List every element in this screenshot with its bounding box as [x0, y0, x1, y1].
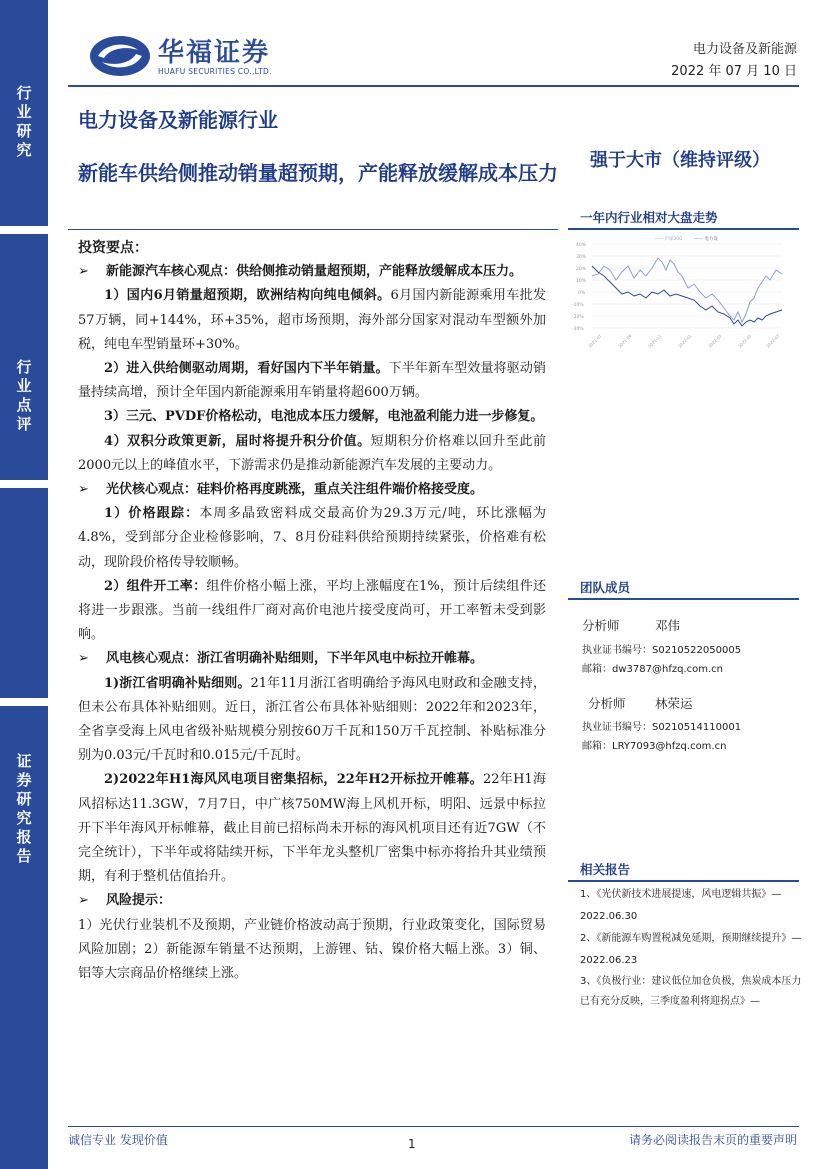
bullet-icon: ➢	[78, 893, 89, 909]
analyst-role: 分析师	[582, 618, 620, 633]
related-reports-list	[580, 884, 802, 1012]
footer-slogan: 诚信专业 发现价值	[68, 1133, 168, 1147]
paragraph: 2)2022年H1海风风电项目密集招标，22年H2开标拉开帷幕。22年H1海风招标达11.3GW，7月7日，中广核750MW海上风机开标，明阳、远景中标拉开下半年海风开标帷幕，截止目前已招标尚未开标的海风机项目还有近7GW（不完全统计），下半年或将陆续开标，下半年龙头整机厂密集中标亦将抬升其业绩预期，有利于整机估值抬升。	[78, 772, 546, 885]
svg-text:2021-09: 2021-09	[617, 333, 633, 349]
sidebar-separator	[0, 480, 48, 488]
svg-text:30%: 30%	[576, 255, 587, 260]
paragraph: ➢ 新能源汽车核心观点：供给侧推动销量超预期，产能释放缓解成本压力。	[78, 260, 546, 284]
paragraph: 1）光伏行业装机不及预期，产业链价格波动高于预期，行业政策变化，国际贸易风险加剧；2）新能源车销量不达预期，上游锂、钴、镍价格大幅上涨。3）铜、铝等大宗商品价格继续上涨。	[78, 917, 546, 982]
svg-text:2022-05: 2022-05	[737, 333, 753, 349]
header-divider	[68, 85, 799, 87]
svg-text:2022-01: 2022-01	[677, 333, 693, 349]
right-divider	[568, 228, 799, 230]
svg-text:2021-07: 2021-07	[587, 333, 603, 349]
bullet-icon: ➢	[78, 651, 89, 667]
paragraph: 1）国内6月销量超预期，欧洲结构向纯电倾斜。6月国内新能源乘用车批发57万辆，同+144%，环+35%，超市场预期，海外部分国家对混动车型额外加税，纯电车型销量环+30%。	[78, 288, 546, 352]
report-headline: 新能车供给侧推动销量超预期，产能释放缓解成本压力	[78, 161, 558, 185]
main-body	[78, 236, 546, 986]
paragraph: ➢ 风险提示：	[78, 889, 546, 913]
paragraph: 3）三元、PVDF价格松动，电池成本压力缓解，电池盈利能力进一步修复。	[104, 409, 544, 425]
related-report-date: 2022.06.30	[580, 911, 638, 922]
svg-text:2022-07: 2022-07	[765, 333, 781, 349]
chart-line-industry	[592, 258, 782, 322]
page-number: 1	[408, 1137, 416, 1151]
sidebar-label-industry-review: 行 业 点 评	[16, 358, 32, 433]
paragraph: 4）双积分政策更新，届时将提升积分价值。短期积分价格难以回升至此前2000元以上的峰值水平，下游需求仍是推动新能源汽车发展的主要动力。	[78, 433, 546, 473]
paragraph: 2）组件开工率：组件价格小幅上涨，平均上涨幅度在1%，预计后续组件还将进一步跟涨。当前一线组件厂商对高价电池片接受度尚可，开工率暂未受到影响。	[78, 578, 547, 643]
left-sidebar	[0, 0, 48, 1169]
analyst-cert: 执业证书编号：S0210514110001	[582, 722, 742, 733]
right-divider	[568, 880, 799, 882]
svg-text:0%: 0%	[578, 291, 586, 296]
industry-title: 电力设备及新能源行业	[78, 108, 278, 132]
chart-legend-item: —— 电力设	[694, 237, 718, 242]
related-report-item[interactable]: 3、《负极行业：建议低位加仓负极，焦炭成本压力已有充分反映，三季度盈利将迎拐点》—	[580, 976, 802, 1007]
paragraph: ➢ 风电核心观点：浙江省明确补贴细则，下半年风电中标拉开帷幕。	[78, 647, 546, 671]
rating: 强于大市（维持评级）	[590, 150, 770, 171]
paragraph: 1)浙江省明确补贴细则。21年11月浙江省明确给予海风电财政和金融支持，但未公布具体补贴细则。近日，浙江省公布具体补贴细则：2022年和2023年，全省享受海上风电省级补贴规模分别按60万千瓦和150万千瓦控制、补贴标准分别为0.03元/千瓦时和0.015元/千瓦时。	[78, 675, 546, 764]
analyst-email[interactable]: 邮箱：LRY7093@hfzq.com.cn	[582, 741, 727, 752]
analyst-role: 分析师	[588, 696, 626, 711]
svg-text:20%: 20%	[576, 267, 587, 272]
bullet-icon: ➢	[78, 482, 89, 498]
sidebar-separator	[0, 698, 48, 706]
sidebar-label-industry-research: 行 业 研 究	[16, 84, 32, 159]
main-divider	[68, 229, 558, 230]
svg-text:2022-03: 2022-03	[707, 333, 723, 349]
svg-text:40%: 40%	[576, 243, 587, 248]
right-divider	[568, 598, 799, 600]
logo-name: 华福证券	[158, 38, 271, 68]
logo-english-name: HUAFU SECURITIES CO.,LTD.	[158, 67, 272, 76]
sidebar-label-securities-report: 证 券 研 究 报 告	[16, 752, 32, 865]
section-title: 投资要点：	[78, 240, 148, 256]
analyst-cert: 执业证书编号：S0210522050005	[582, 645, 742, 656]
report-category: 电力设备及新能源	[692, 42, 797, 57]
svg-text:2021-11: 2021-11	[647, 333, 663, 349]
svg-text:-30%: -30%	[572, 327, 584, 332]
footer-disclaimer: 请务必阅读报告末页的重要声明	[628, 1133, 797, 1147]
sidebar-separator	[0, 226, 48, 234]
paragraph: 2）进入供给侧驱动周期，看好国内下半年销量。下半年新车型效量将驱动销量持续高增，预计全年国内新能源乘用车销量将超600万辆。	[78, 361, 546, 401]
chart-title: 一年内行业相对大盘走势	[580, 210, 718, 225]
report-date: 2022 年 07 月 10 日	[671, 64, 797, 79]
relative-performance-chart	[570, 236, 790, 358]
svg-text:10%: 10%	[576, 279, 587, 284]
analyst-card	[582, 616, 680, 634]
bullet-icon: ➢	[78, 264, 89, 280]
related-reports-title: 相关报告	[580, 862, 631, 877]
company-logo	[88, 32, 298, 82]
footer-divider	[68, 1126, 799, 1127]
related-report-date: 2022.06.23	[580, 955, 638, 966]
analyst-card	[588, 694, 693, 712]
related-report-item[interactable]: 1、《光伏新技术进展提速，风电逻辑共振》—	[580, 889, 782, 900]
paragraph: ➢ 光伏核心观点：硅料价格再度跳涨，重点关注组件端价格接受度。	[78, 478, 546, 502]
logo-mark-icon	[88, 32, 152, 80]
svg-text:-20%: -20%	[572, 315, 584, 320]
paragraph: 1）价格跟踪：本周多晶致密料成交最高价为29.3万元/吨，环比涨幅为4.8%，受到部分企业检修影响，7、8月份硅料供给预期持续紧张，价格难有松动，现阶段价格传导较顺畅。	[78, 506, 546, 570]
team-title: 团队成员	[580, 580, 631, 595]
analyst-name: 林荣运	[655, 696, 693, 711]
related-report-item[interactable]: 2、《新能源车购置税减免延期，预期继续提升》—	[580, 933, 802, 944]
analyst-name: 邓伟	[655, 618, 681, 633]
analyst-email[interactable]: 邮箱：dw3787@hfzq.com.cn	[582, 664, 723, 675]
chart-legend-item: —— 沪深300	[654, 237, 683, 242]
chart-line-hs300	[592, 266, 782, 326]
svg-text:-10%: -10%	[572, 303, 584, 308]
